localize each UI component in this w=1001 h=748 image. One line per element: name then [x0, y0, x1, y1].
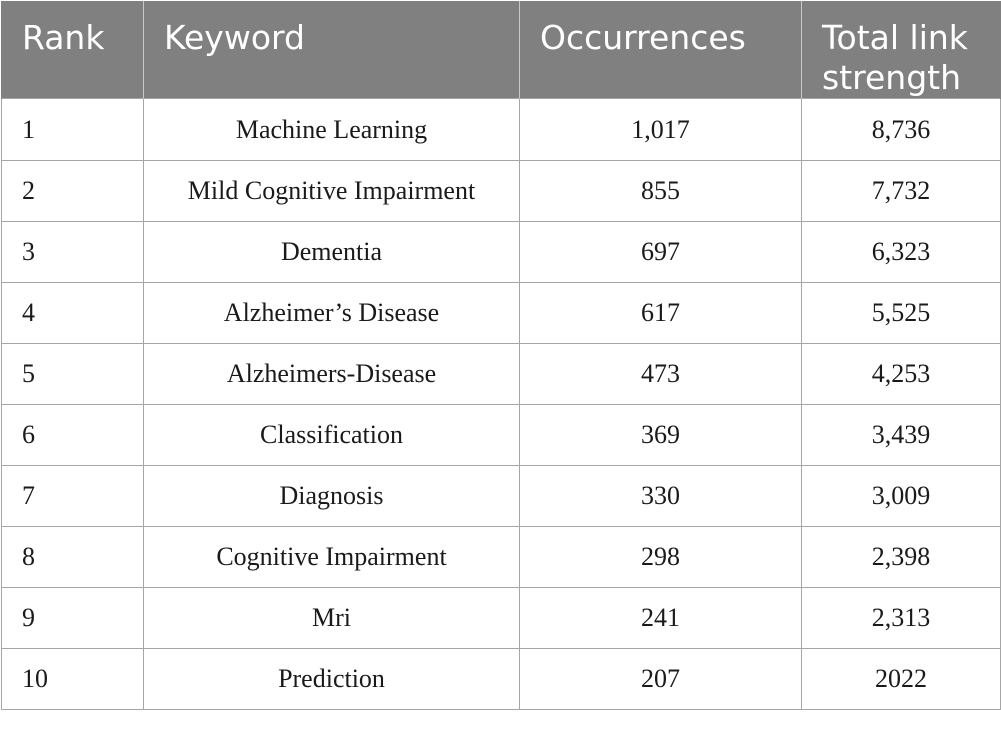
occurrences-cell: 697: [520, 222, 802, 283]
header-strength-line1: Total link: [822, 18, 968, 57]
header-total-link-strength: [802, 2, 1001, 99]
occurrences-cell: 298: [520, 527, 802, 588]
rank-cell: 6: [2, 405, 144, 466]
header-keyword: Keyword: [144, 2, 520, 99]
rank-cell: 4: [2, 283, 144, 344]
keyword-cell: Prediction: [144, 649, 520, 710]
rank-cell: 8: [2, 527, 144, 588]
occurrences-cell: 369: [520, 405, 802, 466]
header-occurrences: Occurrences: [520, 2, 802, 99]
keyword-cell: Alzheimers-Disease: [144, 344, 520, 405]
strength-cell: 2,398: [802, 527, 1001, 588]
rank-cell: 9: [2, 588, 144, 649]
keyword-cell: Alzheimer’s Disease: [144, 283, 520, 344]
strength-cell: 3,009: [802, 466, 1001, 527]
rank-cell: 7: [2, 466, 144, 527]
table-body: [2, 99, 1001, 710]
rank-cell: 1: [2, 99, 144, 161]
table-row: [2, 283, 1001, 344]
keyword-cell: Dementia: [144, 222, 520, 283]
occurrences-cell: 241: [520, 588, 802, 649]
table-row: [2, 588, 1001, 649]
strength-cell: 3,439: [802, 405, 1001, 466]
rank-cell: 3: [2, 222, 144, 283]
header-strength-line2: strength: [822, 58, 961, 97]
keyword-cell: Classification: [144, 405, 520, 466]
strength-cell: 2022: [802, 649, 1001, 710]
rank-cell: 5: [2, 344, 144, 405]
keyword-cell: Machine Learning: [144, 99, 520, 161]
table-row: [2, 344, 1001, 405]
header-row: [2, 2, 1001, 99]
table-row: [2, 99, 1001, 161]
keyword-cell: Cognitive Impairment: [144, 527, 520, 588]
table-row: [2, 649, 1001, 710]
keyword-cell: Mild Cognitive Impairment: [144, 161, 520, 222]
table-header: [2, 2, 1001, 99]
strength-cell: 2,313: [802, 588, 1001, 649]
occurrences-cell: 617: [520, 283, 802, 344]
table-row: [2, 222, 1001, 283]
occurrences-cell: 473: [520, 344, 802, 405]
header-rank: Rank: [2, 2, 144, 99]
rank-cell: 10: [2, 649, 144, 710]
table-row: [2, 527, 1001, 588]
occurrences-cell: 207: [520, 649, 802, 710]
strength-cell: 4,253: [802, 344, 1001, 405]
occurrences-cell: 855: [520, 161, 802, 222]
table-row: [2, 161, 1001, 222]
keyword-table: [1, 1, 1001, 710]
strength-cell: 7,732: [802, 161, 1001, 222]
strength-cell: 5,525: [802, 283, 1001, 344]
occurrences-cell: 1,017: [520, 99, 802, 161]
table-row: [2, 405, 1001, 466]
strength-cell: 8,736: [802, 99, 1001, 161]
table-row: [2, 466, 1001, 527]
strength-cell: 6,323: [802, 222, 1001, 283]
keyword-cell: Mri: [144, 588, 520, 649]
rank-cell: 2: [2, 161, 144, 222]
keyword-cell: Diagnosis: [144, 466, 520, 527]
occurrences-cell: 330: [520, 466, 802, 527]
